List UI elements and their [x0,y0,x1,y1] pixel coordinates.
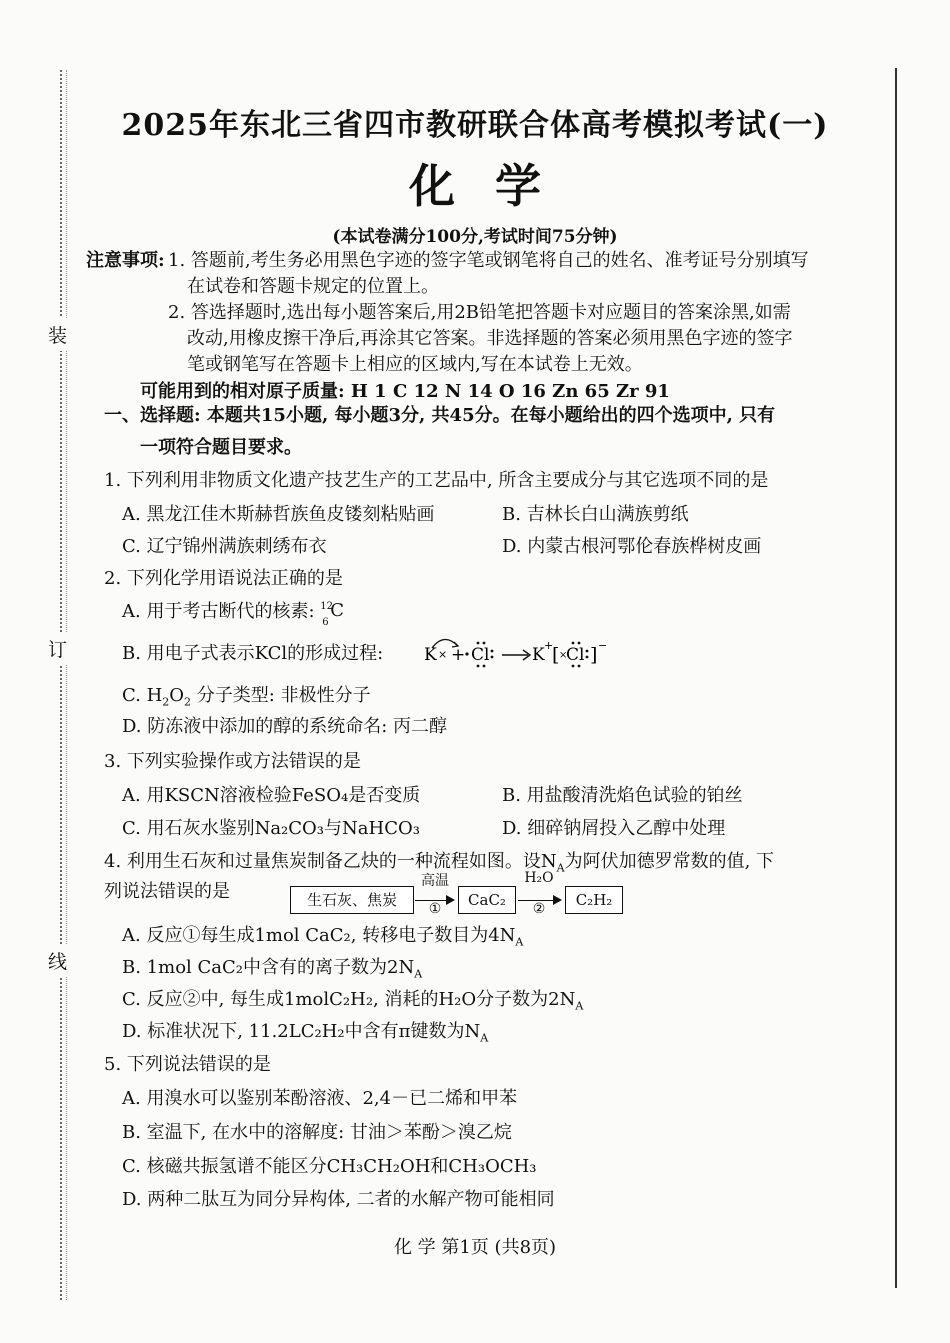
kcl-electron-dot-diagram [420,630,620,670]
flow-box-reactants: 生石灰、焦炭 [290,886,414,914]
q1-stem: 1. 下列利用非物质文化遗产技艺生产的工艺品中, 所含主要成分与其它选项不同的是 [104,470,769,491]
svg-text:K: K [424,645,437,665]
q2-option-d: D. 防冻液中添加的醇的系统命名: 丙二醇 [122,716,448,737]
notice-item1-line1: 1. 答题前,考生务必用黑色字迹的签字笔或钢笔将自己的姓名、准考证号分别填写 [168,250,809,271]
q5-option-b: B. 室温下, 在水中的溶解度: 甘油＞苯酚＞溴乙烷 [122,1122,512,1143]
binding-label-xian: 线 [48,944,67,977]
exam-title: 2025年东北三省四市教研联合体高考模拟考试(一) [121,108,829,143]
q3-option-c: C. 用石灰水鉴别Na₂CO₃与NaHCO₃ [122,818,420,839]
section1-header-line1: 一、选择题: 本题共15小题, 每小题3分, 共45分。在每小题给出的四个选项中, 只有 [104,405,776,426]
q3-option-b: B. 用盐酸清洗焰色试验的铂丝 [502,785,743,806]
binding-dotted-line [60,70,62,1300]
q2-option-b-text: B. 用电子式表示KCl的形成过程: [122,643,384,664]
q4-option-d: D. 标准状况下, 11.2LC₂H₂中含有π键数为$N_A$ [122,1021,489,1045]
notice-item2-line1: 2. 答选择题时,选出每小题答案后,用2B铅笔把答题卡对应题目的答案涂黑,如需 [168,302,791,323]
page-footer: 化 学 第1页 (共8页) [393,1237,557,1258]
q4-option-a: A. 反应①每生成1mol CaC₂, 转移电子数目为$4N_A$ [122,925,524,949]
binding-label-ding: 订 [48,632,67,665]
q5-option-a: A. 用溴水可以鉴别苯酚溶液、2,4－已二烯和甲苯 [122,1088,518,1109]
q1-option-d: D. 内蒙古根河鄂伦春族桦树皮画 [502,536,762,557]
svg-text:+: + [544,639,554,652]
q5-stem: 5. 下列说法错误的是 [104,1054,271,1075]
svg-text:Cl: Cl [471,645,490,665]
svg-text:×: × [559,650,568,661]
q1-option-b: B. 吉林长白山满族剪纸 [502,504,689,525]
q3-option-d: D. 细碎钠屑投入乙醇中处理 [502,818,726,839]
exam-meta: (本试卷满分100分,考试时间75分钟) [332,227,618,247]
svg-text:−: − [598,639,608,652]
svg-text:×: × [438,648,448,661]
q2-option-a-text: A. 用于考古断代的核素: [122,601,315,622]
svg-text:[: [ [552,644,560,666]
notice-label: 注意事项: [86,250,165,271]
binding-label-zhuang: 装 [48,318,67,351]
q1-option-c: C. 辽宁锦州满族刺绣布衣 [122,536,327,557]
nuclide-c12: 12 6 C [320,600,345,628]
q2-option-a [122,599,345,628]
svg-text:Cl: Cl [566,645,585,665]
q3-option-a: A. 用KSCN溶液检验FeSO₄是否变质 [122,785,421,806]
flow-cond-water: H₂O [524,870,554,886]
q2-option-b [122,642,383,666]
q2-stem: 2. 下列化学用语说法正确的是 [104,568,343,589]
notice-item2-line2: 改动,用橡皮擦干净后,再涂其它答案。非选择题的答案必须用黑色字迹的签字 [187,328,793,349]
right-margin-rule [895,68,897,1288]
flow-step-1: ① [428,901,442,917]
q5-option-c: C. 核磁共振氢谱不能区分CH₃CH₂OH和CH₃OCH₃ [122,1156,537,1177]
q4-option-c: C. 反应②中, 每生成1molC₂H₂, 消耗的H₂O分子数为$2N_A$ [122,989,584,1013]
binding-dotted-line-inner [66,70,67,1300]
svg-text:K: K [532,645,545,665]
q2-option-c-text: 分子类型: 非极性分子 [196,685,371,706]
subject-title: 化学 [409,159,581,213]
q5-option-d: D. 两种二肽互为同分异构体, 二者的水解产物可能相同 [122,1189,555,1210]
flow-box-c2h2: C₂H₂ [565,886,623,914]
q2-option-c: C. $H_2O_2$ 分子类型: 非极性分子 [122,685,371,709]
q1-option-a: A. 黑龙江佳木斯赫哲族鱼皮镂刻粘贴画 [122,504,435,525]
q3-stem: 3. 下列实验操作或方法错误的是 [104,751,361,772]
flow-step-2: ② [532,901,546,917]
q4-option-b: B. 1mol CaC₂中含有的离子数为$2N_A$ [122,957,423,981]
svg-text:+: + [451,645,466,665]
svg-text:]: ] [590,644,598,666]
q4-stem-line1: 4. 利用生石灰和过量焦炭制备乙炔的一种流程如图。设$N_A$为阿伏加德罗常数的值, 下 [104,851,775,875]
atomic-mass-line: 可能用到的相对原子质量: H 1 C 12 N 14 O 16 Zn 65 Zr 91 [140,381,670,402]
notice-item2-line3: 笔或钢笔写在答题卡上相应的区域内,写在本试卷上无效。 [187,354,643,375]
notice-item1-line2: 在试卷和答题卡规定的位置上。 [187,276,439,297]
flow-cond-high-temp: 高温 [421,873,449,889]
q4-stem-line2: 列说法错误的是 [104,881,230,902]
section1-header-line2: 一项符合题目要求。 [140,437,302,458]
flow-box-cac2: CaC₂ [458,886,516,914]
